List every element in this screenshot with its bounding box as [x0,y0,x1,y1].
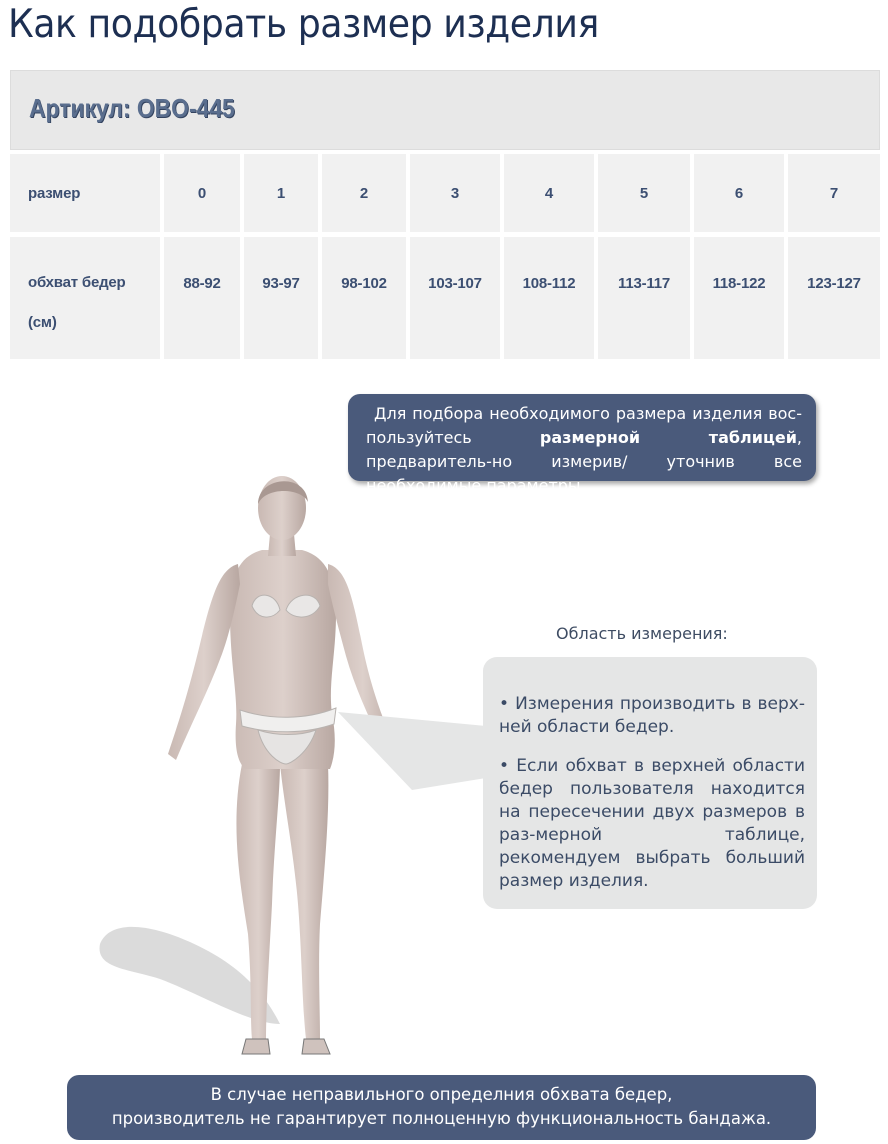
hip-label-line1: обхват бедер [28,274,126,291]
instruction-bullet: • Измерения производить в верх-ней области бедер. [499,694,805,737]
measurement-area-title: Область измерения: [556,624,728,643]
page-title: Как подобрать размер изделия [8,2,599,47]
table-cell-size: 4 [504,154,594,232]
disclaimer-line1: В случае неправильного определния обхвата бедер, [210,1085,673,1104]
measurement-instructions [483,657,817,909]
table-cell-hip: 118-122 [694,237,784,359]
table-cell-hip: 93-97 [244,237,318,359]
hint-text-after: , предваритель-но измерив/ уточнив все необходимые параметры [366,428,802,495]
table-cell-size: 6 [694,154,784,232]
table-cell-hip: 88-92 [164,237,240,359]
table-cell-size: 0 [164,154,240,232]
instruction-bullet: • Если обхват в верхней области бедер пользователя находится на пересечении двух размеров в раз-мерной таблице, рекомендуем выбрать больший размер изделия. [499,756,805,891]
disclaimer-line2: производитель не гарантирует полноценную функциональность бандажа. [111,1109,772,1128]
table-cell-hip: 103-107 [410,237,500,359]
female-body-figure [80,464,440,1064]
article-header [10,70,880,150]
table-cell-hip: 113-117 [598,237,690,359]
hint-text-before: Для подбора необходимого размера изделия вос-пользуйтесь [366,404,802,447]
table-cell-size: 2 [322,154,406,232]
table-cell-hip: 108-112 [504,237,594,359]
table-cell-hip: 123-127 [788,237,880,359]
table-header-size: размер [10,154,160,232]
table-cell-size: 5 [598,154,690,232]
article-label: Артикул: OBO-445 [29,93,235,123]
table-header-hip [10,237,160,359]
table-cell-hip: 98-102 [322,237,406,359]
hip-label-line2: (см) [28,314,57,331]
table-cell-size: 1 [244,154,318,232]
table-cell-size: 3 [410,154,500,232]
table-cell-size: 7 [788,154,880,232]
hint-text-bold: размерной таблицей [539,428,797,447]
disclaimer-footer [67,1075,816,1140]
